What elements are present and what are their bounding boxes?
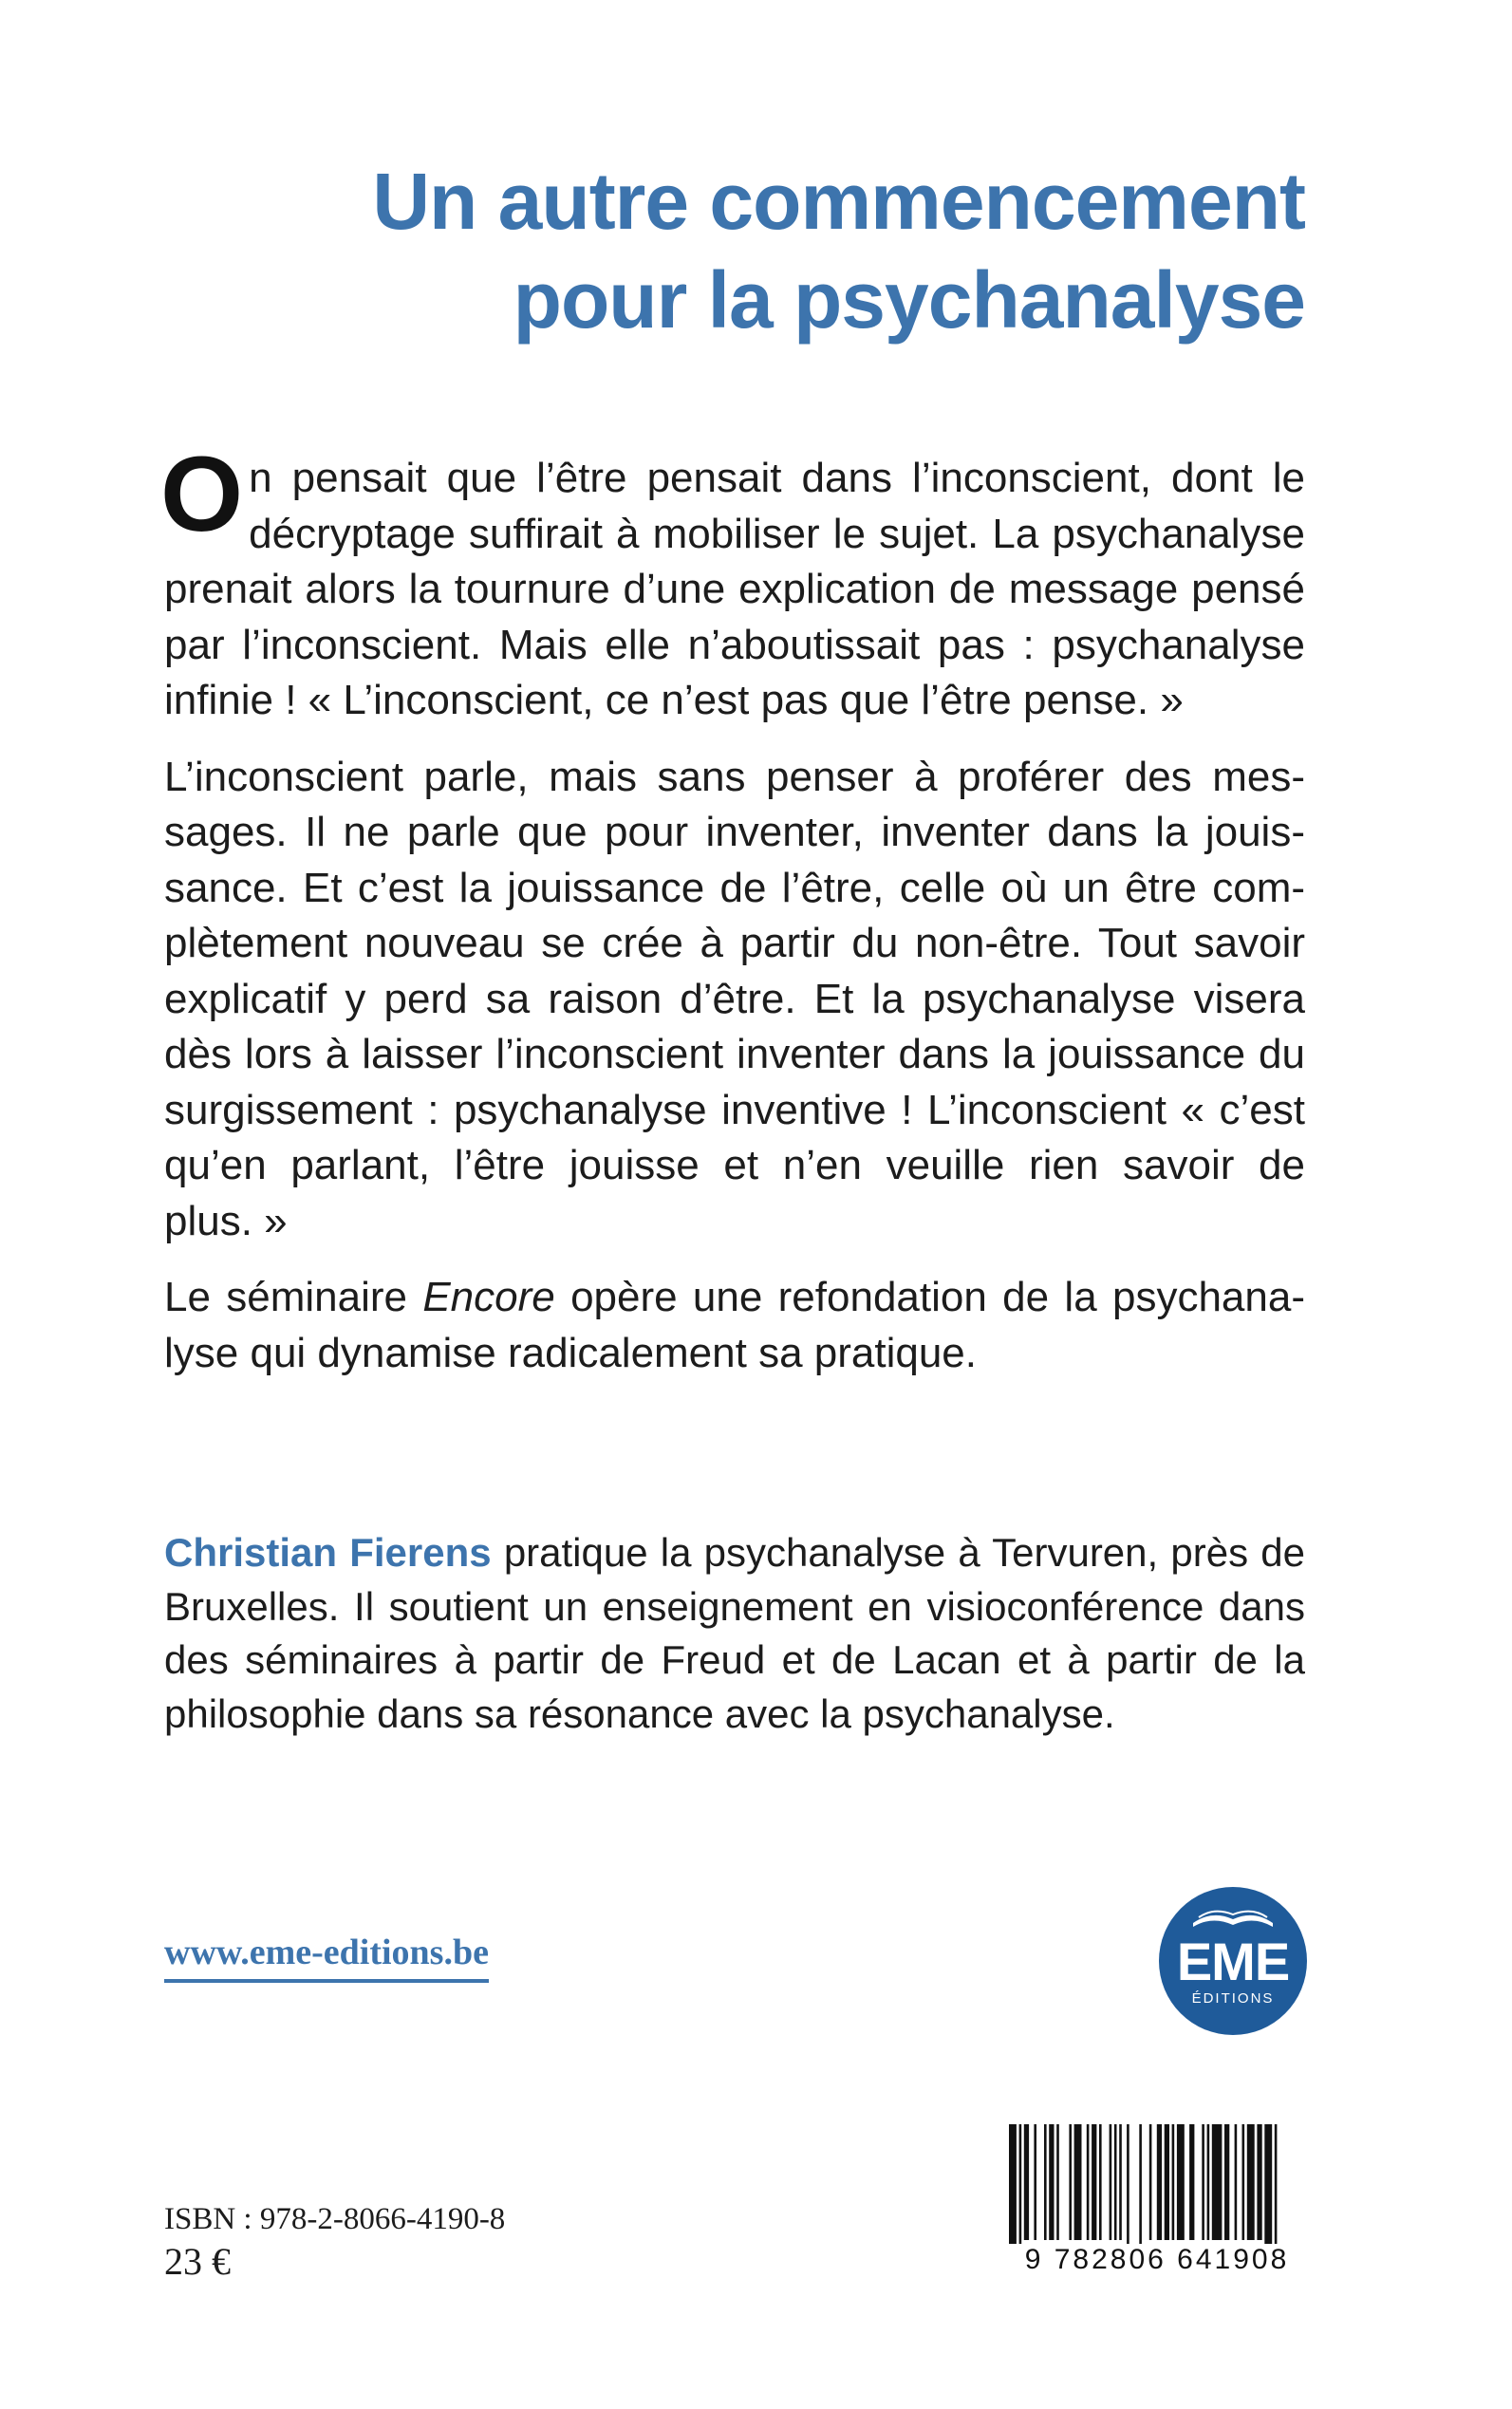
- barcode-bar: [1127, 2124, 1129, 2253]
- barcode-bar: [1087, 2124, 1090, 2240]
- barcode-bar: [1092, 2124, 1096, 2240]
- blurb: [160, 435, 1305, 1402]
- barcode: [1001, 2122, 1313, 2286]
- barcode-bar: [1212, 2124, 1223, 2240]
- barcode-bar: [1165, 2124, 1169, 2240]
- title-line-2: pour la psychanalyse: [513, 255, 1305, 345]
- blurb-paragraph-3-start: Le séminaire: [164, 1274, 423, 1320]
- barcode-bar: [1172, 2124, 1175, 2240]
- barcode-bar: [1069, 2124, 1072, 2240]
- barcode-bar: [1242, 2124, 1245, 2240]
- publisher-logo: [1159, 1887, 1307, 2035]
- barcode-bar: [1074, 2124, 1082, 2240]
- barcode-bar: [1189, 2124, 1194, 2240]
- blurb-paragraph-2: L’inconscient parle, mais sans penser à proférer des messages. Il ne parle que pour inventer, inventer dans la jouissance. Et c’est la jouissance de l’être, celle où un être complètement nouveau se crée à partir du non-être. Tout savoir explicatif y perd sa raison d’être. Et la psychanalyse visera dès lors à laisser l’inconscient inventer dans la jouissance du surgissement : psychanalyse inventive ! L’inconscient « c’est qu’en parlant, l’être jouisse et n’en veuille rien savoir de plus. »: [164, 753, 1305, 1244]
- barcode-bar: [1247, 2124, 1255, 2240]
- seminar-title: Encore: [422, 1274, 555, 1320]
- barcode-digits: 9 782806 641908: [1001, 2244, 1313, 2276]
- publisher-logo-subtext: ÉDITIONS: [1191, 1990, 1275, 2007]
- barcode-bar: [1235, 2124, 1238, 2240]
- barcode-bar: [1177, 2124, 1185, 2240]
- barcode-bar: [1149, 2124, 1152, 2240]
- barcode-bar: [1119, 2124, 1122, 2240]
- barcode-bar: [1024, 2124, 1029, 2240]
- drop-cap: O: [160, 435, 244, 553]
- barcode-bar: [1034, 2124, 1036, 2240]
- barcode-bar: [1275, 2124, 1278, 2253]
- barcode-bar: [1207, 2124, 1210, 2240]
- blurb-paragraph-3-end: opère une refondation de la psychanalyse qui dynamise radicalement sa pratique.: [164, 1274, 1305, 1376]
- barcode-bar: [1257, 2124, 1261, 2240]
- barcode-bar: [1264, 2124, 1272, 2253]
- barcode-bar: [1009, 2124, 1017, 2253]
- barcode-bar: [1202, 2124, 1204, 2240]
- barcode-bar: [1157, 2124, 1162, 2240]
- open-book-icon: [1191, 1904, 1275, 1929]
- barcode-bar: [1224, 2124, 1229, 2240]
- publisher-website-link[interactable]: www.eme-editions.be: [164, 1932, 489, 1983]
- barcode-bar: [1019, 2124, 1022, 2253]
- page-title: [372, 152, 1305, 349]
- barcode-bar: [1110, 2124, 1112, 2240]
- barcode-bar: [1044, 2124, 1047, 2240]
- price: 23 €: [164, 2240, 231, 2283]
- author-name: Christian Fierens: [164, 1530, 492, 1575]
- barcode-bar: [1099, 2124, 1102, 2240]
- barcode-bar: [1139, 2124, 1142, 2253]
- barcode-bar: [1114, 2124, 1117, 2240]
- publisher-logo-text: EME: [1176, 1932, 1290, 1991]
- isbn: ISBN : 978-2-8066-4190-8: [164, 2202, 506, 2236]
- barcode-bar: [1056, 2124, 1059, 2240]
- author-bio: [164, 1526, 1305, 1741]
- barcode-bar: [1049, 2124, 1054, 2240]
- blurb-paragraph-1: [160, 435, 1305, 729]
- blurb-paragraph-3: [164, 1270, 1305, 1381]
- blurb-paragraph-1-text: n pensait que l’être pensait dans l’inconscient, dont le décryptage suffirait à mobiliser le sujet. La psychanalyse prenait alors la tournure d’une explication de message pensé par l’inconscient. Mais elle n’aboutissait pas : psychanalyse infinie ! « L’inconscient, ce n’est pas que l’être pense. »: [164, 455, 1305, 723]
- title-line-1: Un autre commencement: [372, 157, 1305, 246]
- author-bio-text: pratique la psychanalyse à Tervuren, près de Bruxelles. Il soutient un enseignement en visioconférence dans des séminaires à partir de Freud et de Lacan et à partir de la philosophie dans sa résonance avec la psychanalyse.: [164, 1530, 1305, 1736]
